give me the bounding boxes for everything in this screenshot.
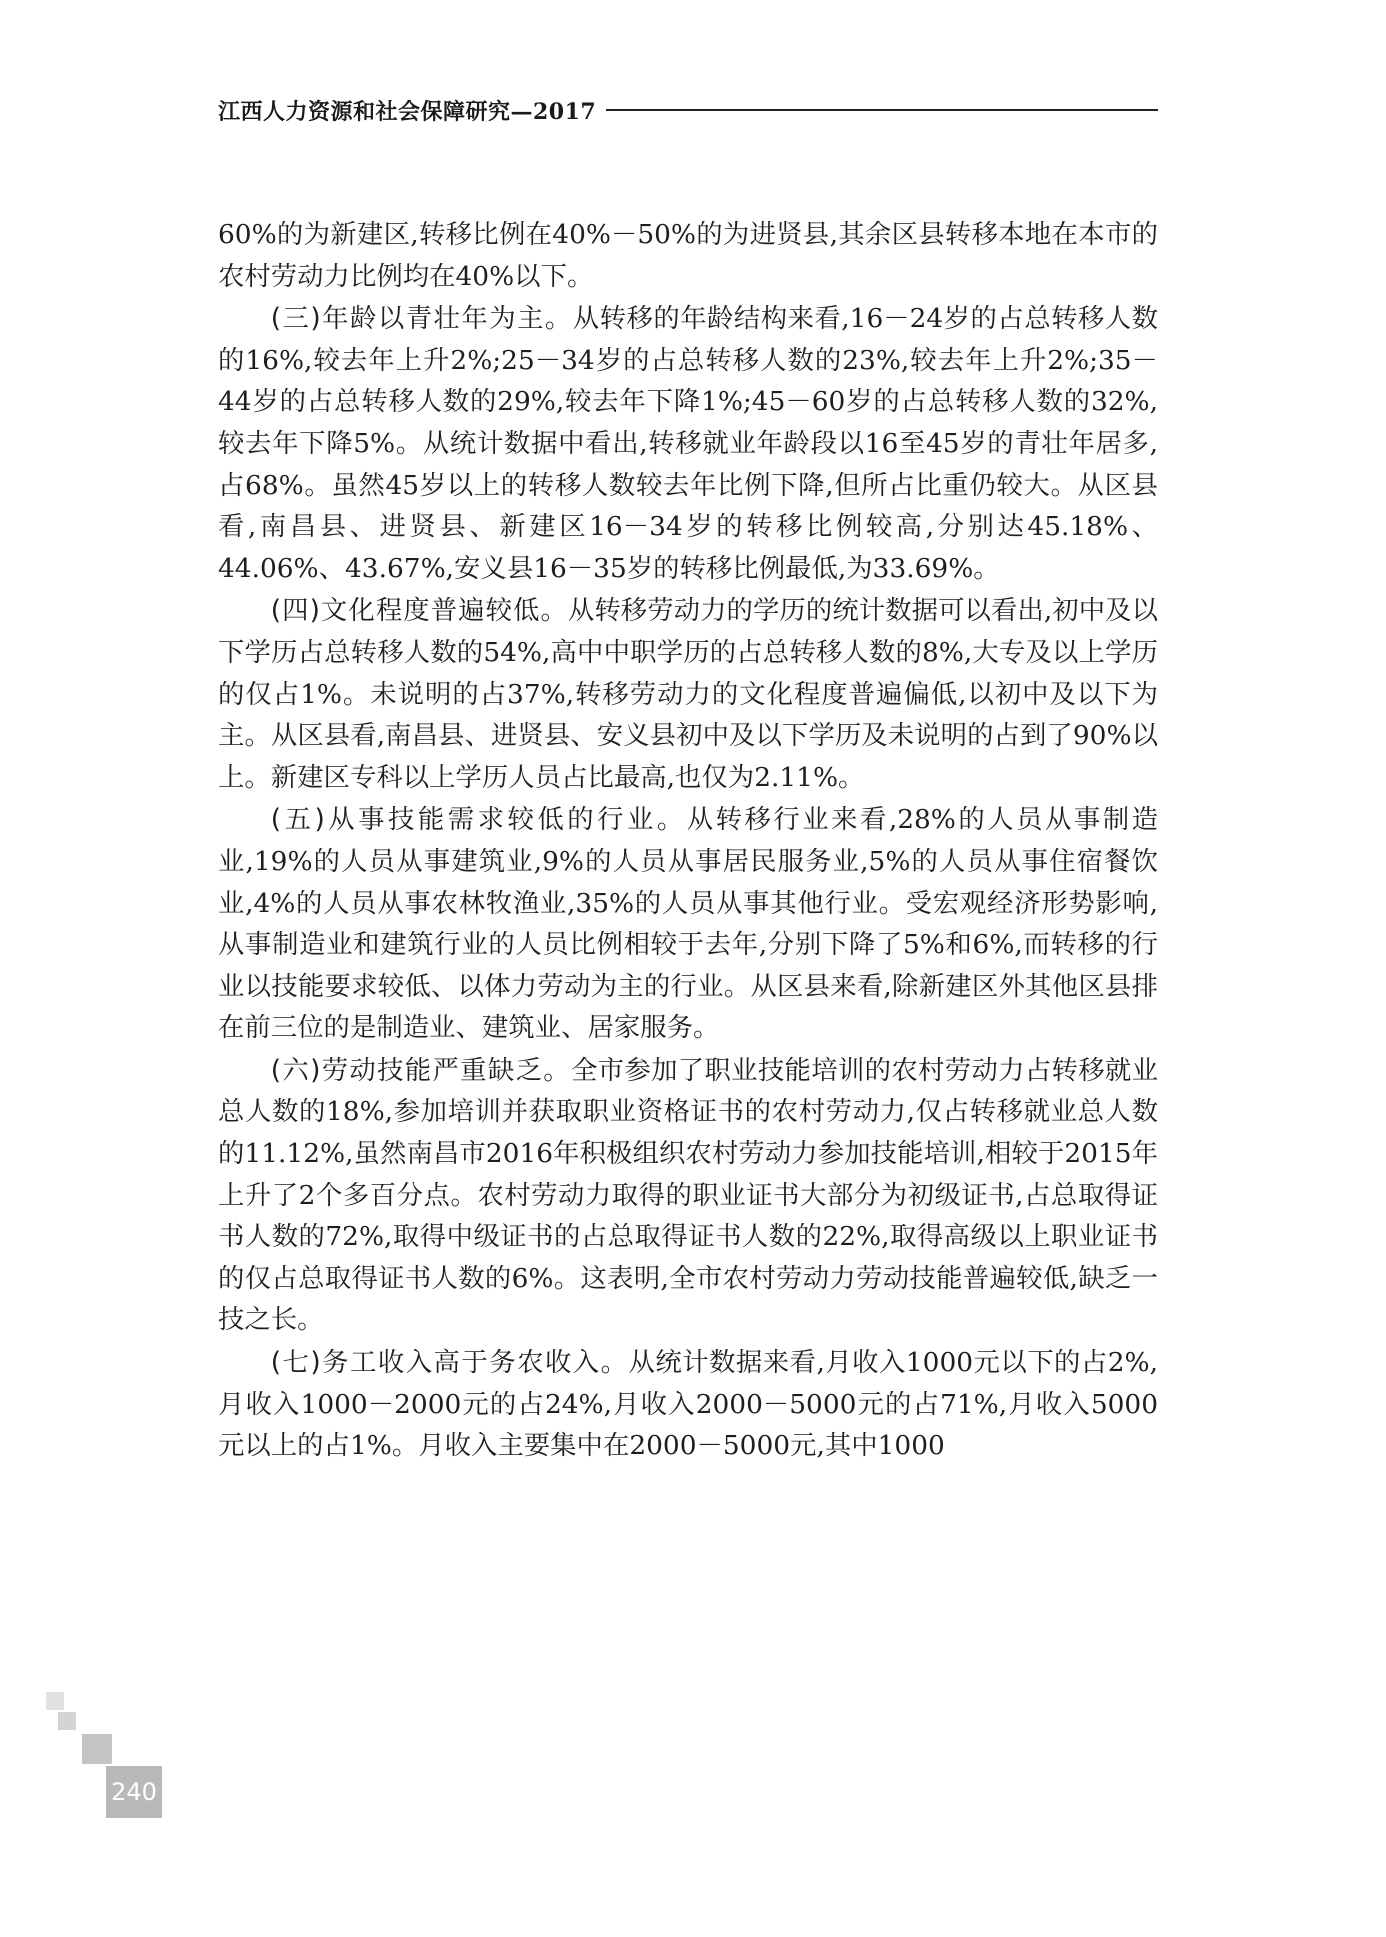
paragraph-text: 从转移的年龄结构来看,16－24岁的占总转移人数的16%,较去年上升2%;25－34岁的占总转移人数的23%,较去年上升2%;35－44岁的占总转移人数的29%,较去年下降1%;45－60岁的占总转移人数的32%,较去年下降5%。从统计数据中看出,转移就业年龄段以16至45岁的青壮年居多,占68%。虽然45岁以上的转移人数较去年比例下降,但所占比重仍较大。从区县看,南昌县、进贤县、新建区16－34岁的转移比例较高,分别达45.18%、44.06%、43.67%,安义县16－35岁的转移比例最低,为33.69%。 (218, 303, 1158, 584)
body-text (218, 214, 1158, 1468)
page-number-box (106, 1766, 162, 1818)
book-title: 江西人力资源和社会保障研究—2017 (218, 98, 597, 125)
section-heading: (四)文化程度普遍较低。 (270, 595, 568, 627)
paragraph (218, 298, 1158, 589)
paragraph (218, 590, 1158, 798)
paragraph-text: 从统计数据来看,月收入1000元以下的占2%,月收入1000－2000元的占24%,月收入2000－5000元的占71%,月收入5000元以上的占1%。月收入主要集中在2000－5000元,其中1000 (218, 1347, 1158, 1462)
page-number: 240 (111, 1778, 157, 1806)
paragraph (218, 799, 1158, 1049)
paragraph (218, 1050, 1158, 1341)
header-rule (606, 109, 1158, 111)
running-header (218, 90, 1158, 130)
section-heading: (五)从事技能需求较低的行业。 (270, 804, 687, 836)
section-heading: (六)劳动技能严重缺乏。 (270, 1054, 571, 1086)
decorative-square (58, 1712, 76, 1730)
section-heading: (七)务工收入高于务农收入。 (270, 1347, 629, 1379)
decorative-square (46, 1692, 64, 1710)
paragraph-text: 60%的为新建区,转移比例在40%－50%的为进贤县,其余区县转移本地在本市的农村劳动力比例均在40%以下。 (218, 219, 1158, 292)
paragraph-text: 从转移劳动力的学历的统计数据可以看出,初中及以下学历占总转移人数的54%,高中中职学历的占总转移人数的8%,大专及以上学历的仅占1%。未说明的占37%,转移劳动力的文化程度普遍偏低,以初中及以下为主。从区县看,南昌县、进贤县、安义县初中及以下学历及未说明的占到了90%以上。新建区专科以上学历人员占比最高,也仅为2.11%。 (218, 595, 1158, 793)
decorative-square (82, 1734, 112, 1764)
section-heading: (三)年龄以青壮年为主。 (270, 303, 573, 335)
paragraph-text: 从转移行业来看,28%的人员从事制造业,19%的人员从事建筑业,9%的人员从事居民服务业,5%的人员从事住宿餐饮业,4%的人员从事农林牧渔业,35%的人员从事其他行业。受宏观经济形势影响,从事制造业和建筑行业的人员比例相较于去年,分别下降了5%和6%,而转移的行业以技能要求较低、以体力劳动为主的行业。从区县来看,除新建区外其他区县排在前三位的是制造业、建筑业、居家服务。 (218, 804, 1158, 1044)
paragraph-text: 全市参加了职业技能培训的农村劳动力占转移就业总人数的18%,参加培训并获取职业资格证书的农村劳动力,仅占转移就业总人数的11.12%,虽然南昌市2016年积极组织农村劳动力参加技能培训,相较于2015年上升了2个多百分点。农村劳动力取得的职业证书大部分为初级证书,占总取得证书人数的72%,取得中级证书的占总取得证书人数的22%,取得高级以上职业证书的仅占总取得证书人数的6%。这表明,全市农村劳动力劳动技能普遍较低,缺乏一技之长。 (218, 1054, 1159, 1336)
paragraph (218, 214, 1158, 297)
paragraph (218, 1342, 1158, 1467)
